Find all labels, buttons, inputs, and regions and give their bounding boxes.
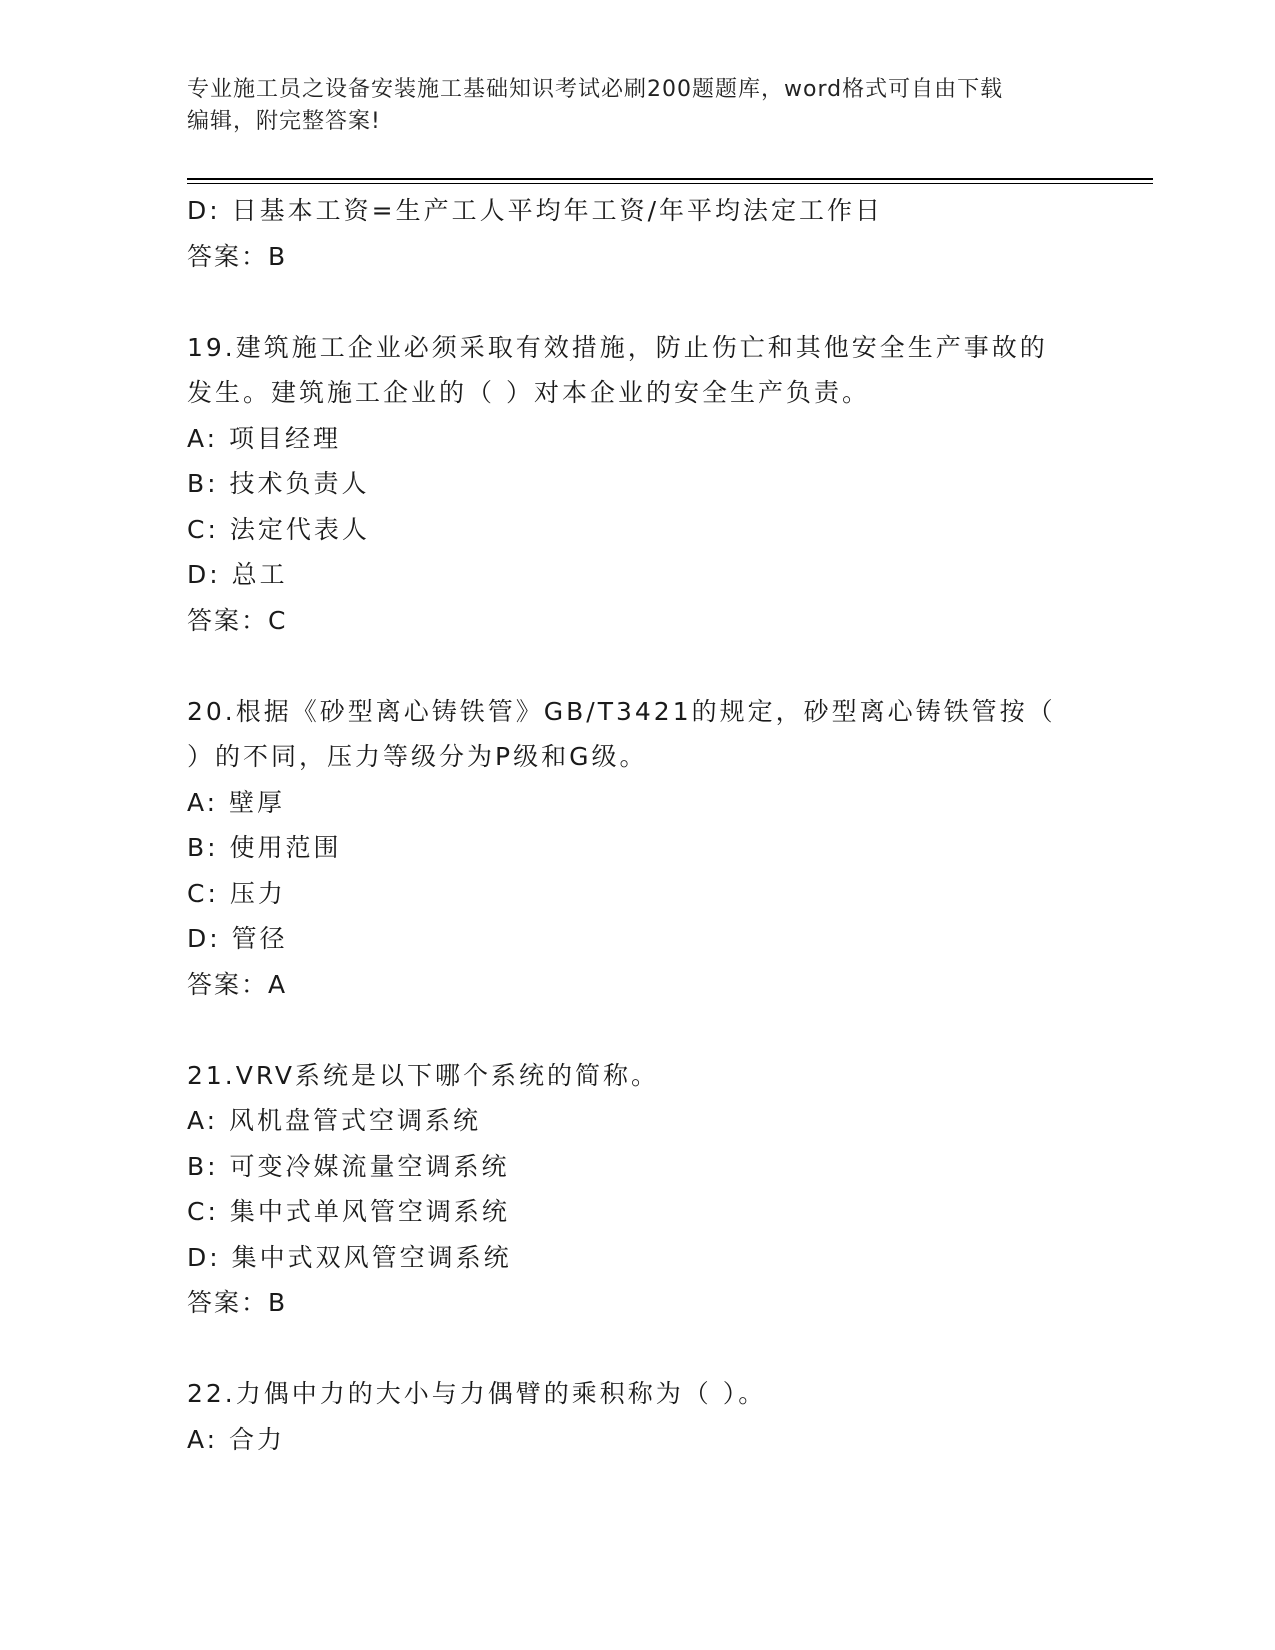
option-a: A: 合力 <box>187 1424 286 1454</box>
question-18-tail <box>187 188 1117 279</box>
question-stem-line-1: 20.根据《砂型离心铸铁管》GB/T3421的规定，砂型离心铸铁管按（ <box>187 696 1056 726</box>
option-b: B: 使用范围 <box>187 833 342 862</box>
spacer <box>187 279 1117 325</box>
header-divider-thick <box>187 178 1153 180</box>
option-d: D: 总工 <box>187 560 288 589</box>
question-list <box>187 188 1117 1462</box>
option-c: C: 集中式单风管空调系统 <box>187 1197 510 1226</box>
option-a: A: 项目经理 <box>187 423 342 453</box>
option-c: C: 压力 <box>187 878 286 908</box>
question-21 <box>187 1053 1117 1326</box>
answer-line: 答案：A <box>187 969 288 999</box>
answer-line: 答案：B <box>187 1288 288 1317</box>
header-divider-thin <box>187 183 1153 184</box>
question-stem-line-2: ）的不同，压力等级分为P级和G级。 <box>187 742 648 771</box>
option-c: C: 法定代表人 <box>187 514 370 544</box>
option-b: B: 技术负责人 <box>187 469 370 498</box>
option-a: A: 壁厚 <box>187 787 286 817</box>
question-19 <box>187 325 1117 644</box>
option-d: D: 日基本工资=生产工人平均年工资/年平均法定工作日 <box>187 196 883 225</box>
answer-line: 答案：B <box>187 241 288 271</box>
spacer <box>187 1007 1117 1053</box>
option-d: D: 管径 <box>187 924 288 953</box>
spacer <box>187 1326 1117 1372</box>
question-stem-line-1: 21.VRV系统是以下哪个系统的简称。 <box>187 1060 659 1090</box>
question-stem-line-1: 19.建筑施工企业必须采取有效措施，防止伤亡和其他安全生产事故的 <box>187 332 1048 362</box>
question-stem-line-1: 22.力偶中力的大小与力偶臂的乘积称为（ ）。 <box>187 1379 767 1408</box>
option-a: A: 风机盘管式空调系统 <box>187 1106 482 1135</box>
question-stem-line-2: 发生。建筑施工企业的（ ）对本企业的安全生产负责。 <box>187 378 870 407</box>
spacer <box>187 643 1117 689</box>
option-b: B: 可变冷媒流量空调系统 <box>187 1151 510 1181</box>
document-header <box>187 74 1087 138</box>
option-d: D: 集中式双风管空调系统 <box>187 1242 512 1272</box>
question-20 <box>187 689 1117 1008</box>
answer-line: 答案：C <box>187 605 288 635</box>
header-title-line-2: 编辑，附完整答案! <box>187 109 381 134</box>
header-title-line-1: 专业施工员之设备安装施工基础知识考试必刷200题题库，word格式可自由下载 <box>187 77 1004 102</box>
question-22 <box>187 1371 1117 1462</box>
